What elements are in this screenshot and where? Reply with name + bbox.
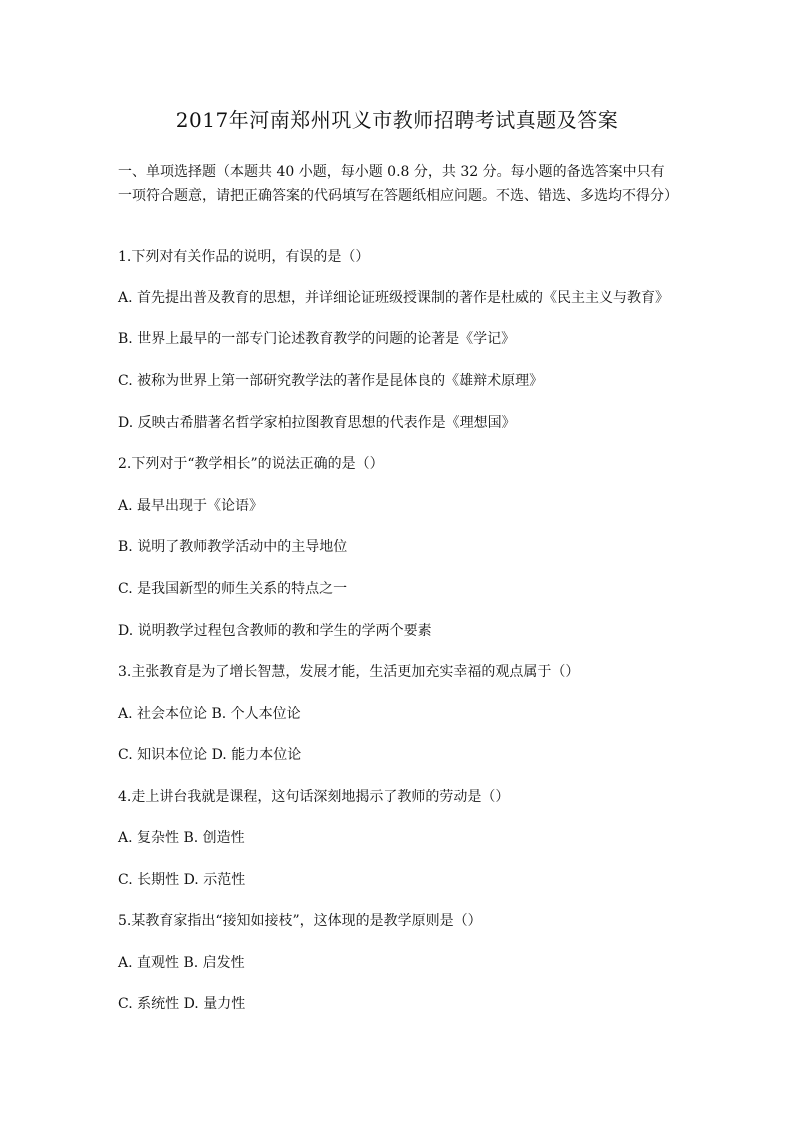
instructions-line: 一项符合题意，请把正确答案的代码填写在答题纸相应问题。不选、错选、多选均不得分） [118, 188, 678, 204]
question-option: C. 是我国新型的师生关系的特点之一 [118, 581, 348, 597]
question-stem: 5.某教育家指出“接知如接枝”，这体现的是教学原则是（） [118, 913, 482, 929]
question-stem: 2.下列对于“教学相长”的说法正确的是（） [118, 456, 384, 472]
question-option: C. 系统性 D. 量力性 [118, 996, 246, 1012]
question-option: C. 被称为世界上第一部研究教学法的著作是昆体良的《雄辩术原理》 [118, 373, 544, 389]
question-option: B. 说明了教师教学活动中的主导地位 [118, 539, 348, 555]
document-title: 2017年河南郑州巩义市教师招聘考试真题及答案 [175, 108, 619, 132]
question-stem: 4.走上讲台我就是课程，这句话深刻地揭示了教师的劳动是（） [118, 789, 510, 805]
question-option: C. 长期性 D. 示范性 [118, 872, 246, 888]
question-option: D. 说明教学过程包含教师的教和学生的学两个要素 [118, 623, 432, 639]
question-stem: 3.主张教育是为了增长智慧，发展才能，生活更加充实幸福的观点属于（） [118, 664, 580, 680]
question-option: A. 首先提出普及教育的思想，并详细论证班级授课制的著作是杜威的《民主主义与教育》 [118, 290, 670, 306]
question-option: B. 世界上最早的一部专门论述教育教学的问题的论著是《学记》 [118, 331, 516, 347]
question-option: A. 复杂性 B. 创造性 [118, 830, 245, 846]
question-stem: 1.下列对有关作品的说明，有误的是（） [118, 249, 370, 265]
question-option: A. 社会本位论 B. 个人本位论 [118, 706, 301, 722]
question-option: A. 直观性 B. 启发性 [118, 955, 245, 971]
section-instructions [118, 160, 678, 208]
question-option: C. 知识本位论 D. 能力本位论 [118, 747, 302, 763]
question-option: A. 最早出现于《论语》 [118, 498, 264, 514]
instructions-line: 一、单项选择题（本题共 40 小题，每小题 0.8 分，共 32 分。每小题的备选答案中只有 [118, 164, 665, 180]
question-option: D. 反映古希腊著名哲学家柏拉图教育思想的代表作是《理想国》 [118, 415, 516, 431]
